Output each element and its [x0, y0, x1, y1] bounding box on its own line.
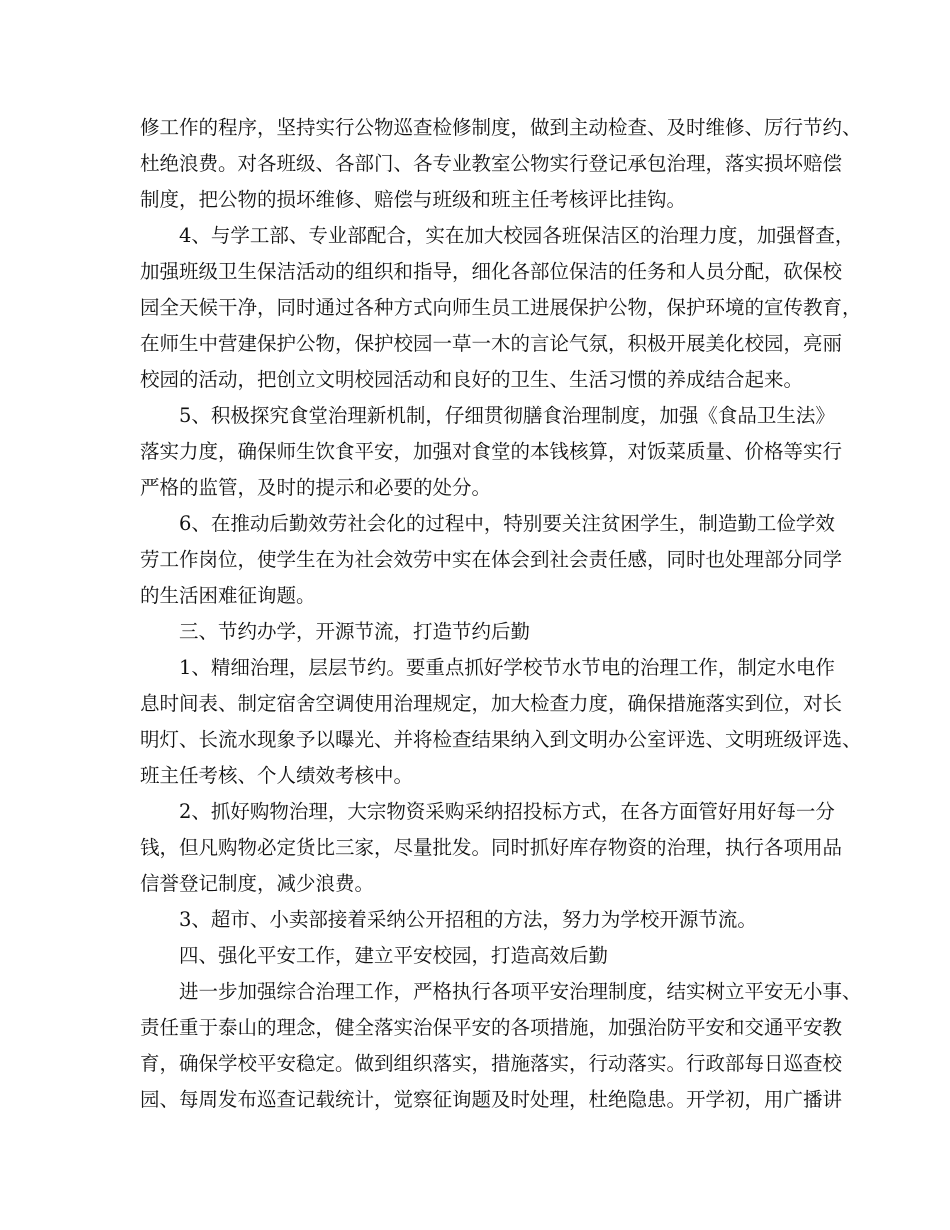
text-line: 4、与学工部、专业部配合，实在加大校园各班保洁区的治理力度，加强督查， — [179, 224, 855, 247]
text-line: 园、每周发布巡查记载统计，觉察征询题及时处理，杜绝隐患。开学初，用广播讲 — [140, 1088, 843, 1111]
text-line: 6、在推动后勤效劳社会化的过程中，特别要关注贫困学生，制造勤工俭学效 — [179, 512, 835, 535]
text-line: 制度，把公物的损坏维修、赔偿与班级和班主任考核评比挂钩。 — [140, 188, 687, 211]
text-line: 园全天候干净，同时通过各种方式向师生员工进展保护公物，保护环境的宣传教育， — [140, 296, 862, 319]
text-line: 1、精细治理，层层节约。要重点抓好学校节水节电的治理工作，制定水电作 — [179, 656, 835, 679]
text-line: 劳工作岗位，使学生在为社会效劳中实在体会到社会责任感，同时也处理部分同学 — [140, 548, 843, 571]
text-line: 2、抓好购物治理，大宗物资采购采纳招投标方式，在各方面管好用好每一分 — [179, 800, 835, 823]
text-line: 在师生中营建保护公物，保护校园一草一木的言论气氛，积极开展美化校园，亮丽 — [140, 332, 843, 355]
text-line: 3、超市、小卖部接着采纳公开招租的方法，努力为学校开源节流。 — [179, 908, 757, 931]
text-line: 5、积极探究食堂治理新机制，仔细贯彻膳食治理制度，加强《食品卫生法》 — [179, 404, 835, 427]
text-line: 钱，但凡购物必定货比三家，尽量批发。同时抓好库存物资的治理，执行各项用品 — [140, 836, 843, 859]
text-line: 严格的监管，及时的提示和必要的处分。 — [140, 476, 492, 499]
text-line: 育，确保学校平安稳定。做到组织落实，措施落实，行动落实。行政部每日巡查校 — [140, 1052, 843, 1075]
text-line: 进一步加强综合治理工作，严格执行各项平安治理制度，结实树立平安无小事、 — [179, 980, 862, 1003]
text-line: 杜绝浪费。对各班级、各部门、各专业教室公物实行登记承包治理，落实损坏赔偿 — [140, 152, 843, 175]
text-line: 的生活困难征询题。 — [140, 584, 316, 607]
text-line: 班主任考核、个人绩效考核中。 — [140, 764, 414, 787]
text-line: 修工作的程序，坚持实行公物巡查检修制度，做到主动检查、及时维修、厉行节约、 — [140, 116, 862, 139]
text-line: 明灯、长流水现象予以曝光、并将检查结果纳入到文明办公室评选、文明班级评选、 — [140, 728, 862, 751]
text-line: 责任重于泰山的理念，健全落实治保平安的各项措施，加强治防平安和交通平安教 — [140, 1016, 843, 1039]
text-line: 落实力度，确保师生饮食平安，加强对食堂的本钱核算，对饭菜质量、价格等实行 — [140, 440, 843, 463]
text-line: 息时间表、制定宿舍空调使用治理规定，加大检查力度，确保措施落实到位，对长 — [140, 692, 843, 715]
text-line: 加强班级卫生保洁活动的组织和指导，细化各部位保洁的任务和人员分配，砍保校 — [140, 260, 843, 283]
text-line: 校园的活动，把创立文明校园活动和良好的卫生、生活习惯的养成结合起来。 — [140, 368, 804, 391]
section-heading: 三、节约办学，开源节流，打造节约后勤 — [179, 620, 531, 643]
text-line: 信誉登记制度，减少浪费。 — [140, 872, 375, 895]
section-heading: 四、强化平安工作，建立平安校园，打造高效后勤 — [179, 944, 609, 967]
